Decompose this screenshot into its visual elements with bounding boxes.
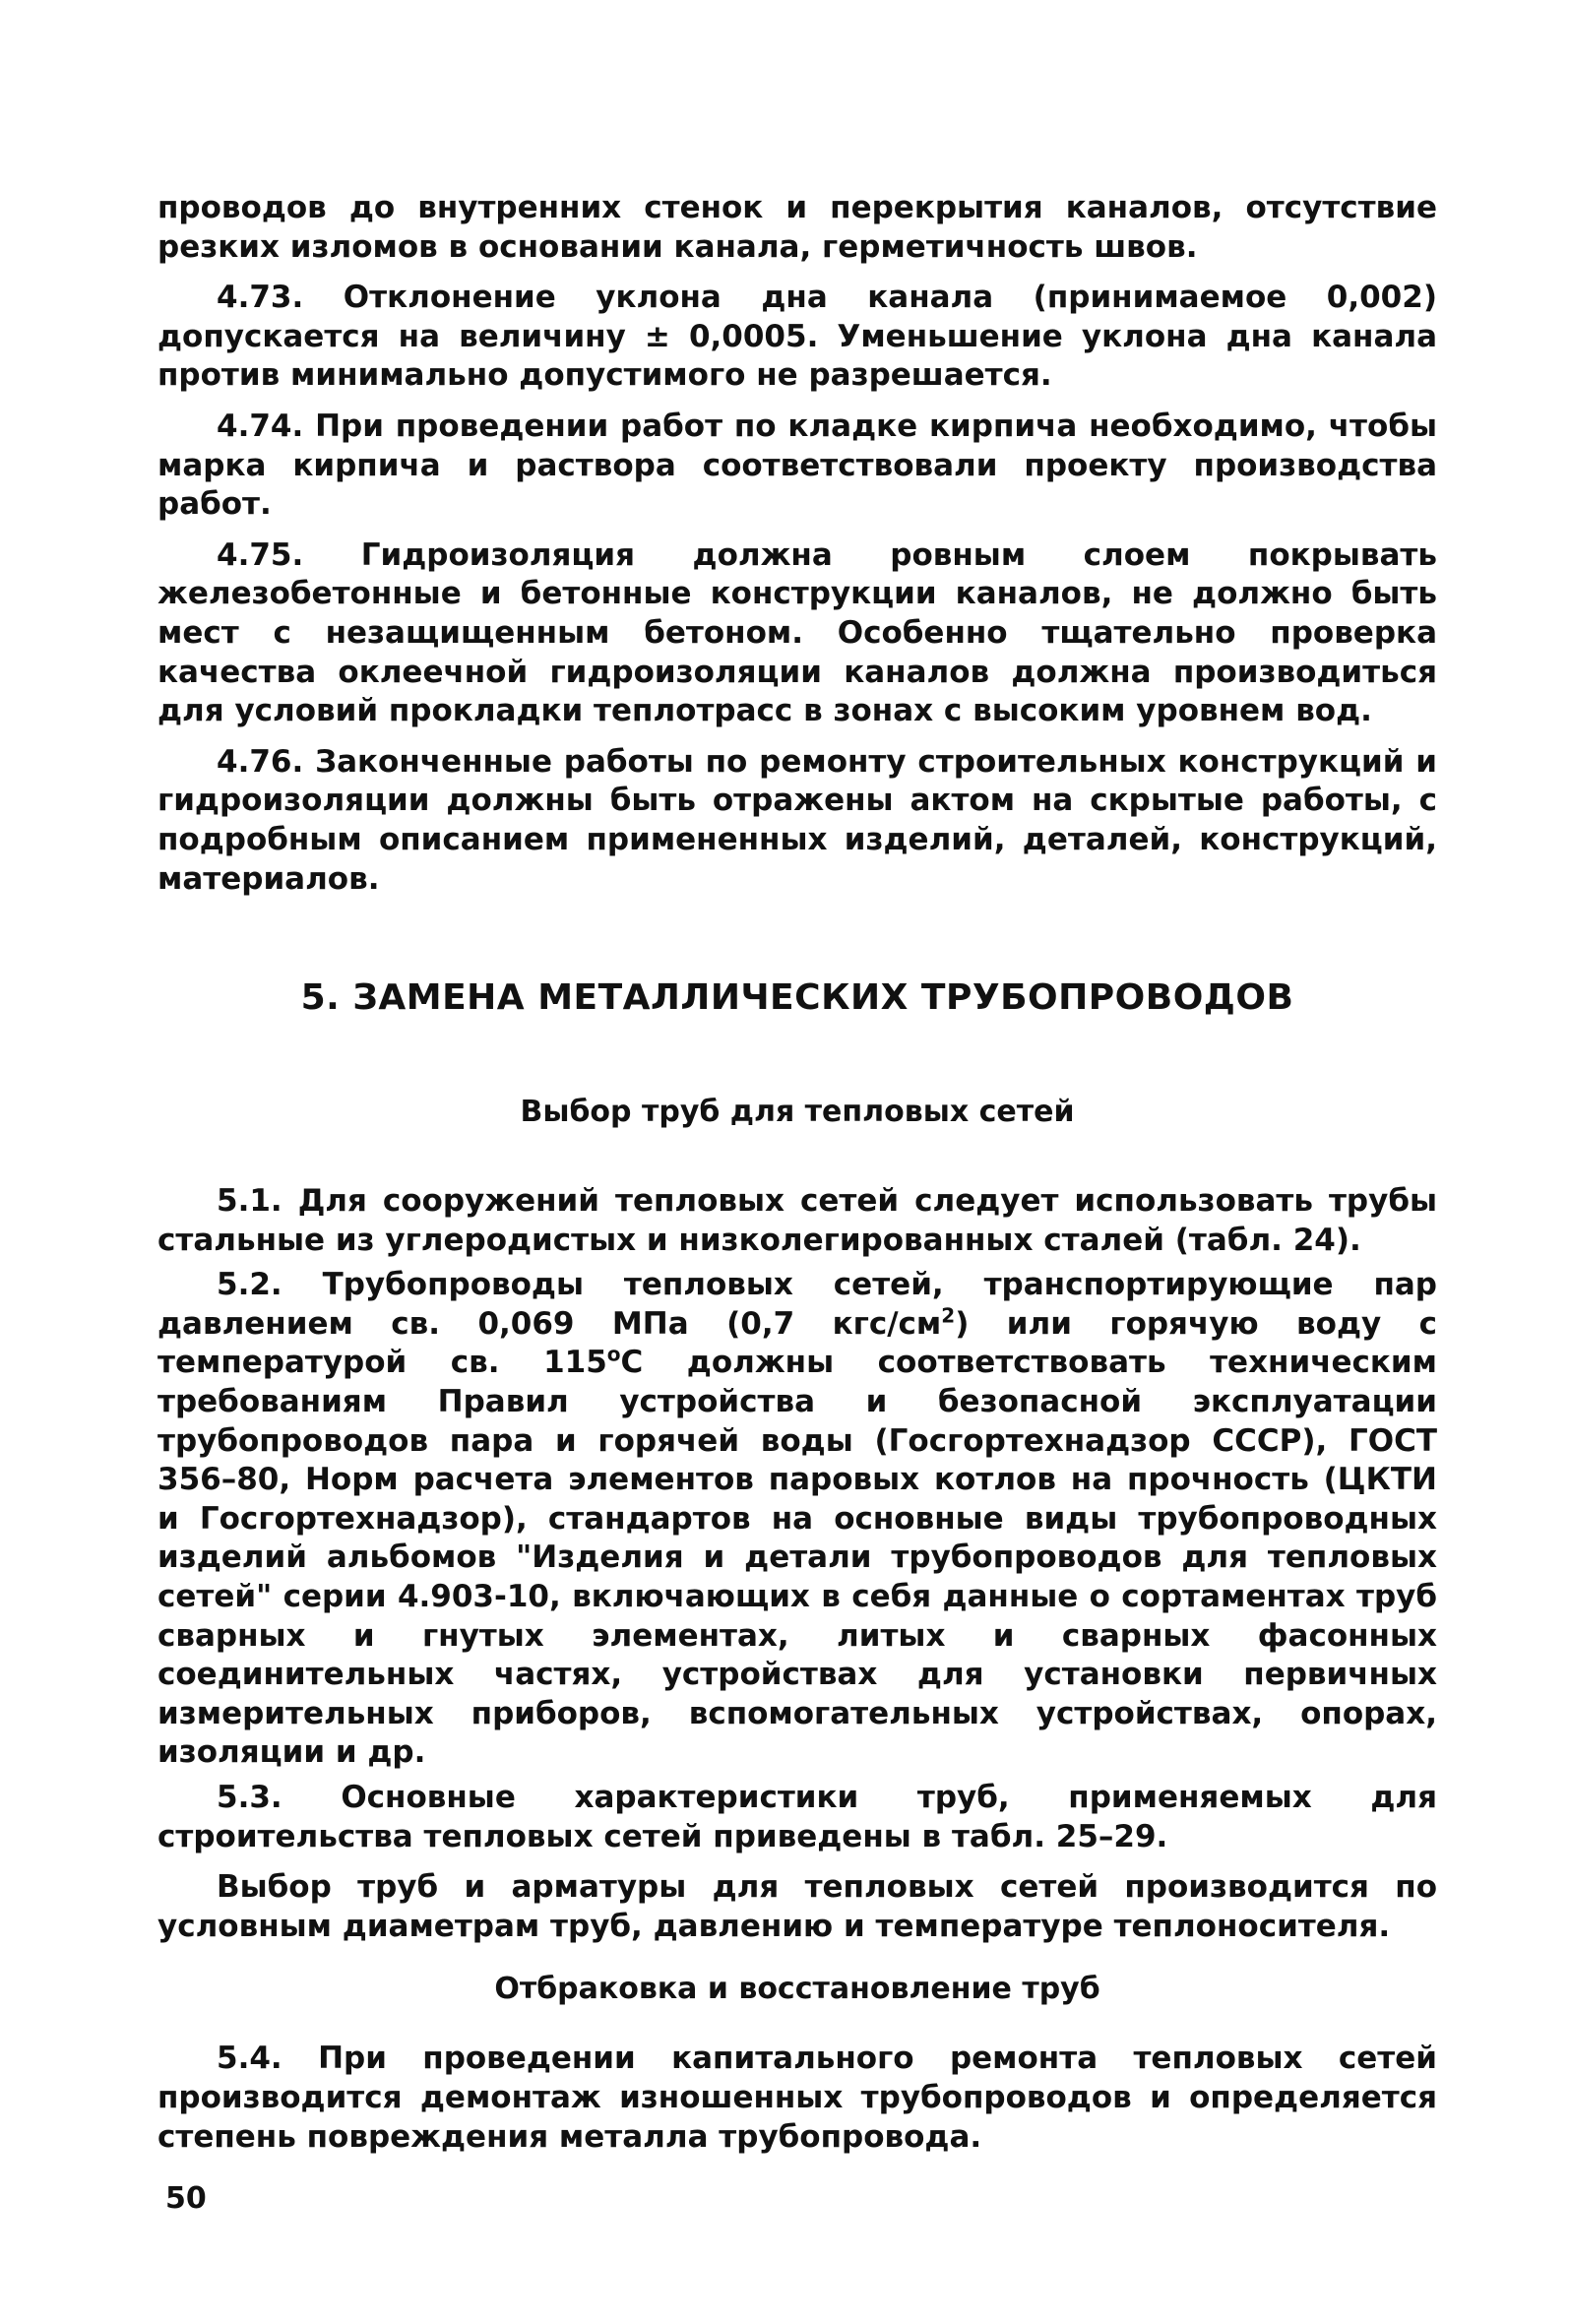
paragraph-number: 4.73. (217, 280, 304, 316)
section-title: 5. ЗАМЕНА МЕТАЛЛИЧЕСКИХ ТРУБОПРОВОДОВ (300, 977, 1294, 1019)
paragraph-number: 5.3. (217, 1780, 282, 1815)
paragraph-4-73 (157, 279, 1437, 396)
paragraph-text: Основные характеристики труб, применяемых для строительства тепловых сетей приведены в табл. 25–29. (157, 1780, 1437, 1854)
paragraph-number: 4.75. (217, 536, 304, 573)
intro-paragraph: проводов до внутренних стенок и перекрытия каналов, отсутствие резких изломов в основании канала, герметичность швов. (157, 190, 1437, 265)
paragraph-5-4 (157, 2040, 1437, 2157)
paragraph-5-3-continued: Выбор труб и арматуры для тепловых сетей производится по условным диаметрам труб, давлению и температуре теплоносителя. (157, 1869, 1437, 1944)
page-number: 50 (165, 2181, 207, 2216)
paragraph-text: При проведении работ по кладке кирпича необходимо, чтобы марка кирпича и раствора соответствовали проекту производства работ. (157, 408, 1437, 523)
paragraph-text: Для сооружений тепловых сетей следует использовать трубы стальные из углеродистых и низколегированных сталей (табл. 24). (157, 1183, 1437, 1258)
superscript-2: 2 (941, 1303, 956, 1328)
paragraph-4-74 (157, 408, 1437, 525)
subheading-rejection-restoration: Отбраковка и восстановление труб (494, 1972, 1100, 2007)
paragraph-5-3 (157, 1779, 1437, 1856)
superscript-degree: о (606, 1343, 621, 1367)
paragraph-text-c: С должны соответствовать техническим требованиям Правил устройства и безопасной эксплуатации трубопроводов пара и горячей воды (Госгортехнадзор СССР), ГОСТ 356–80, Норм расчета элементов паровых котлов на прочность (ЦКТИ и Госгортехнадзор), стандартов на основные виды трубопроводных изделий альбомов "Изделия и детали трубопроводов для тепловых сетей" серии 4.903-10, включающих в себя данные о сортаментах труб сварных и гнутых элементах, литых и сварных фасонных соединительных частях, устройствах для установки первичных измерительных приборов, вспомогательных устройствах, опорах, изоляции и др. (157, 1345, 1437, 1771)
paragraph-number: 5.1. (217, 1183, 282, 1220)
paragraph-text: Гидроизоляция должна ровным слоем покрывать железобетонные и бетонные конструкции каналов, не должно быть мест с незащищенным бетоном. Особенно тщательно проверка качества оклеечной гидроизоляции каналов должна производиться для условий прокладки теплотрасс в зонах с высоким уровнем вод. (157, 536, 1437, 729)
paragraph-text: Законченные работы по ремонту строительных конструкций и гидроизоляции должны быть отражены актом на скрытые работы, с подробным описанием примененных изделий, деталей, конструкций, материалов. (157, 743, 1437, 897)
paragraph-5-1 (157, 1182, 1437, 1260)
paragraph-number: 5.2. (217, 1267, 282, 1303)
paragraph-4-76 (157, 743, 1437, 899)
paragraph-text-b: ) или горячую воду с температурой св. 115 (157, 1305, 1437, 1381)
subheading-pipe-selection: Выбор труб для тепловых сетей (520, 1095, 1075, 1130)
paragraph-5-2 (157, 1266, 1437, 1773)
paragraph-number: 5.4. (217, 2041, 282, 2077)
paragraph-number: 4.74. (217, 408, 304, 444)
document-page (157, 189, 1437, 2157)
paragraph-number: 4.76. (217, 743, 304, 780)
paragraph-text-a: Трубопроводы тепловых сетей, транспортирующие пар давлением св. 0,069 МПа (0,7 кгс/см (157, 1267, 1437, 1342)
paragraph-4-75 (157, 536, 1437, 731)
paragraph-text: При проведении капитального ремонта тепловых сетей производится демонтаж изношенных трубопроводов и определяется степень повреждения металла трубопровода. (157, 2041, 1437, 2155)
paragraph-text: Отклонение уклона дна канала (принимаемое 0,002) допускается на величину ± 0,0005. Уменьшение уклона дна канала против минимально допустимого не разрешается. (157, 280, 1437, 394)
